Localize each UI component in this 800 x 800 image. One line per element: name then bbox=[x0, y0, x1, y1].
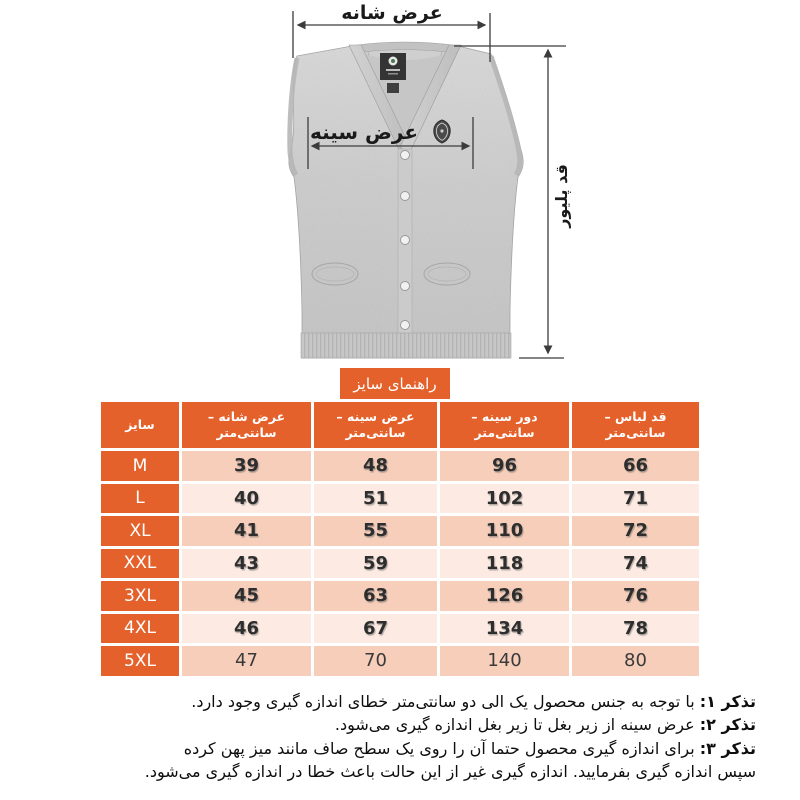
table-cell: 66 bbox=[572, 451, 699, 481]
size-cell: XXL bbox=[101, 549, 179, 579]
table-cell: 48 bbox=[314, 451, 437, 481]
size-cell: L bbox=[101, 484, 179, 514]
table-cell: 78 bbox=[572, 614, 699, 644]
table-cell: 45 bbox=[182, 581, 311, 611]
note-text: سپس اندازه گیری بفرمایید. اندازه گیری غیر از این حالت باعث خطا در اندازه گیری می‌شود. bbox=[144, 762, 756, 782]
note-line bbox=[145, 737, 756, 760]
ribbed-hem bbox=[301, 333, 511, 358]
table-cell: 134 bbox=[440, 614, 569, 644]
size-guide-banner: راهنمای سایز bbox=[340, 368, 450, 399]
vest-illustration bbox=[280, 36, 530, 362]
size-cell: M bbox=[101, 451, 179, 481]
table-cell: 46 bbox=[182, 614, 311, 644]
garment-length-label: قد پلیور bbox=[552, 164, 571, 228]
table-cell: 110 bbox=[440, 516, 569, 546]
size-cell: 4XL bbox=[101, 614, 179, 644]
size-cell: 5XL bbox=[101, 646, 179, 676]
table-cell: 67 bbox=[314, 614, 437, 644]
table-cell: 55 bbox=[314, 516, 437, 546]
table-cell: 126 bbox=[440, 581, 569, 611]
note-line bbox=[145, 690, 756, 713]
note-text: با توجه به جنس محصول یک الی دو سانتی‌متر خطای اندازه گیری وجود دارد. bbox=[191, 692, 700, 711]
note-line bbox=[145, 713, 756, 736]
note-prefix: تذکر ۳: bbox=[699, 738, 756, 758]
note-text: عرض سینه از زیر بغل تا زیر بغل اندازه گیری می‌شود. bbox=[334, 715, 700, 735]
col-header-shoulder: عرض شانه – سانتی‌متر bbox=[182, 402, 311, 448]
shoulder-width-label: عرض شانه bbox=[341, 2, 443, 24]
table-cell: 72 bbox=[572, 516, 699, 546]
chest-width-label: عرض سینه bbox=[309, 120, 419, 144]
table-cell: 63 bbox=[314, 581, 437, 611]
table-cell: 59 bbox=[314, 549, 437, 579]
table-cell: 71 bbox=[572, 484, 699, 514]
table-cell: 51 bbox=[314, 484, 437, 514]
table-cell: 70 bbox=[314, 646, 437, 676]
table-cell: 102 bbox=[440, 484, 569, 514]
size-table bbox=[101, 402, 699, 676]
table-cell: 118 bbox=[440, 549, 569, 579]
note-prefix: تذکر ۱: bbox=[699, 692, 756, 711]
table-cell: 40 bbox=[182, 484, 311, 514]
table-cell: 41 bbox=[182, 516, 311, 546]
table-cell: 47 bbox=[182, 646, 311, 676]
table-cell: 140 bbox=[440, 646, 569, 676]
col-header-chest: عرض سینه – سانتی‌متر bbox=[314, 402, 437, 448]
table-cell: 96 bbox=[440, 451, 569, 481]
note-line bbox=[145, 760, 756, 783]
table-cell: 39 bbox=[182, 451, 311, 481]
size-cell: 3XL bbox=[101, 581, 179, 611]
table-cell: 74 bbox=[572, 549, 699, 579]
brand-badge-icon bbox=[434, 120, 450, 143]
note-text: برای اندازه گیری محصول حتما آن را روی یک سطح صاف مانند میز پهن کرده bbox=[183, 738, 700, 758]
product-measurement-diagram bbox=[0, 0, 800, 395]
col-header-length: قد لباس – سانتی‌متر bbox=[572, 402, 699, 448]
note-prefix: تذکر ۲: bbox=[699, 715, 756, 735]
measurement-notes bbox=[145, 690, 756, 784]
table-cell: 76 bbox=[572, 581, 699, 611]
table-cell: 43 bbox=[182, 549, 311, 579]
col-header-size: سایز bbox=[101, 402, 179, 448]
size-tag bbox=[387, 83, 399, 93]
col-header-bust: دور سینه – سانتی‌متر bbox=[440, 402, 569, 448]
size-cell: XL bbox=[101, 516, 179, 546]
table-cell: 80 bbox=[572, 646, 699, 676]
